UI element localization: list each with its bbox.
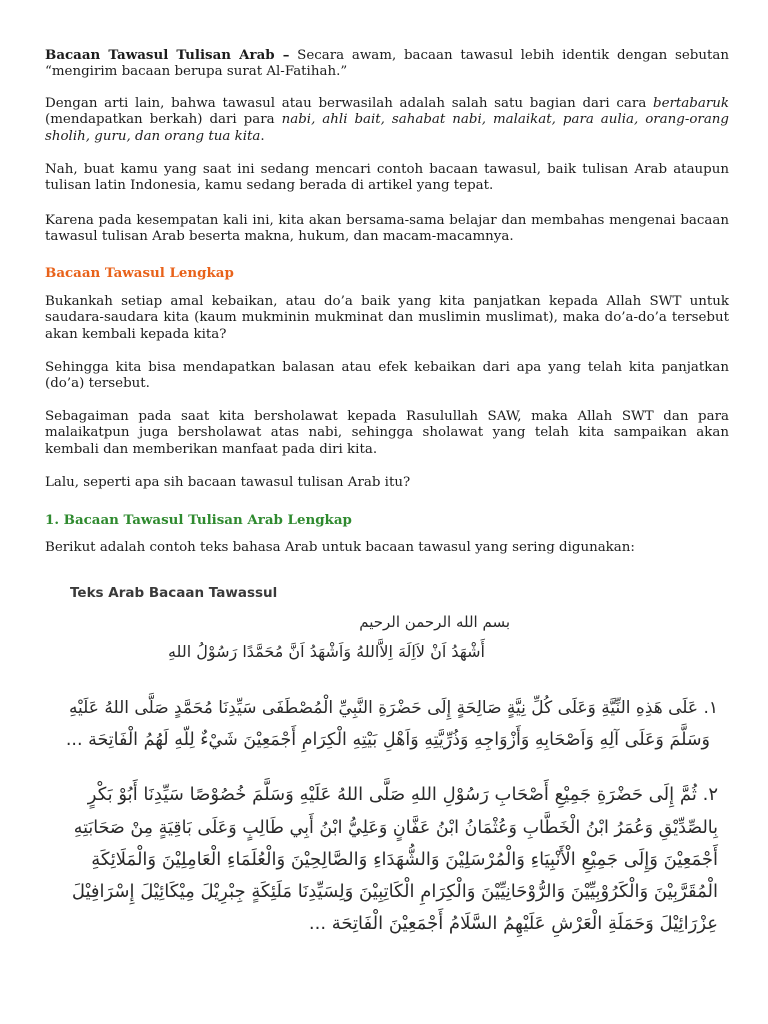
paragraph-learning: Karena pada kesempatan kali ini, kita akan bersama-sama belajar dan membahas mengenai bacaan tawasul tulisan Arab beserta makna, hukum, dan macam-macamnya. xyxy=(45,213,729,245)
tawasul-item-2-line-4: الْمُقَرَّبِيْنَ وَالْكَرُوْبِيِّيْنَ وَالرُّوْحَانِيِّيْنَ وَالْكِرَامِ الْكَاتِبِيْنَ وَلِسَيِّدِنَا مَلَئِكَةٍ جِبْرِيْلَ مِيْكَائِيْلَ إِسْرَافِيْلَ xyxy=(71,881,718,902)
section-heading: Bacaan Tawasul Lengkap xyxy=(45,265,234,281)
paragraph-intro-article: Nah, buat kamu yang saat ini sedang mencari contoh bacaan tawasul, baik tulisan Arab ataupun tulisan latin Indonesia, kamu sedang berada di artikel yang tepat. xyxy=(45,162,729,194)
italic-term: bertabaruk xyxy=(653,96,729,111)
tawasul-item-2-line-2: بِالصِّدِّيْقِ وَعُمَرُ ابْنُ الْخَطَّابِ وَعُثْمَانُ ابْنُ عَفَّانٍ وَعَلِيُّ ابْنُ أَبِي طَالِبٍ وَعَلَى بَاقِيَةٍ مِنْ صَحَابَتِهِ xyxy=(73,818,718,838)
subsection-heading: 1. Bacaan Tawasul Tulisan Arab Lengkap xyxy=(45,512,352,528)
paragraph-example-intro: Berikut adalah contoh teks bahasa Arab untuk bacaan tawasul yang sering digunakan: xyxy=(45,540,635,555)
paragraph-sholawat: Sebagaiman pada saat kita bersholawat kepada Rasulullah SAW, maka Allah SWT dan para malaikatpun juga bersholawat atas nabi, sehingga sholawat yang telah kita sampaikan akan kembali dan memberikan manfaat pada diri kita. xyxy=(45,409,729,457)
tawasul-item-2-line-1: ٢. ثُمَّ إِلَى حَضْرَةِ جَمِيْعِ أَصْحَابِ رَسُوْلِ اللهِ صَلَّى اللهُ عَلَيْهِ وَسَلَّمَ خُصُوْصًا سَيِّدِنَا أَبُوْ بَكْرٍ xyxy=(87,784,718,805)
tawasul-item-2-line-5: عِزْرَائِيْلَ وَحَمَلَةِ الْعَرْشِ عَلَيْهِمُ السَّلَامُ أَجْمَعِيْنَ الْفَاتِحَة ... xyxy=(308,913,718,934)
text-segment: (mendapatkan berkah) dari para xyxy=(45,112,282,128)
text-segment: Dengan arti lain, bahwa tawasul atau berwasilah adalah salah satu bagian dari cara xyxy=(45,96,654,111)
intro-paragraph xyxy=(45,47,729,81)
intro-lead: Bacaan Tawasul Tulisan Arab – xyxy=(45,47,290,63)
intro-rest: Secara awam, bacaan tawasul lebih identik dengan sebutan “mengirim bacaan berupa surat Al-Fatihah.” xyxy=(45,48,729,80)
basmala-text: بسم الله الرحمن الرحيم xyxy=(359,613,510,631)
text-segment: . xyxy=(260,128,265,144)
tawasul-item-2-line-3: أَجْمَعِيْنَ وَإِلَى جَمِيْعِ الْأَنْبِيَاءِ وَالْمُرْسَلِيْنَ وَالشُّهَدَاءِ وَالصَّالِحِيْنَ وَالْعُلَمَاءِ الْعَامِلِيْنَ وَالْمَلَائِكَةِ xyxy=(91,849,718,870)
syahadat-text: أَشْهَدُ اَنْ لاَاِلَهَ اِلاَّاللهُ وَاَشْهَدُ اَنَّ مُحَمَّدًا رَسُوْلُ اللهِ xyxy=(167,642,485,661)
paragraph-good-deeds: Bukankah setiap amal kebaikan, atau do’a baik yang kita panjatkan kepada Allah SWT untuk saudara-saudara kita (kaum mukminin mukminat dan muslimin muslimat), maka do’a-do’a tersebut akan kembali kepada kita? xyxy=(45,294,729,342)
paragraph-question: Lalu, seperti apa sih bacaan tawasul tulisan Arab itu? xyxy=(45,475,411,490)
tawasul-item-1-line-1: ١. عَلَى هَذِهِ النِّيَّةِ وَعَلَى كُلِّ نِيَّةٍ صَالِحَةٍ إِلَى حَضْرَةِ النَّبِيِّ الْمُصْطَفَى سَيِّدِنَا مُحَمَّدٍ صَلَّى اللهُ عَلَيْهِ xyxy=(68,698,718,718)
tawasul-item-1-line-2: وَسَلَّمَ وَعَلَى آلِهِ وَاَصْحَابِهِ وَأَزْوَاجِهِ وَذُرِّيَّتِهِ وَاَهْلِ بَيْتِهِ الْكِرَامِ أَجْمَعِيْنَ شَيْءٌ لِلّهِ لَهُمُ الْفَاتِحَة ... xyxy=(65,730,710,750)
paragraph-tawasul-definition xyxy=(45,96,729,145)
paragraph-reward: Sehingga kita bisa mendapatkan balasan atau efek kebaikan dari apa yang telah kita panjatkan (do’a) tersebut. xyxy=(45,360,729,392)
figure-title: Teks Arab Bacaan Tawassul xyxy=(70,585,278,601)
italic-list: nabi, ahli bait, sahabat nabi, malaikat, para aulia, orang-orang sholih, guru, dan orang tua kita xyxy=(45,112,730,144)
arabic-text-image xyxy=(40,582,730,954)
